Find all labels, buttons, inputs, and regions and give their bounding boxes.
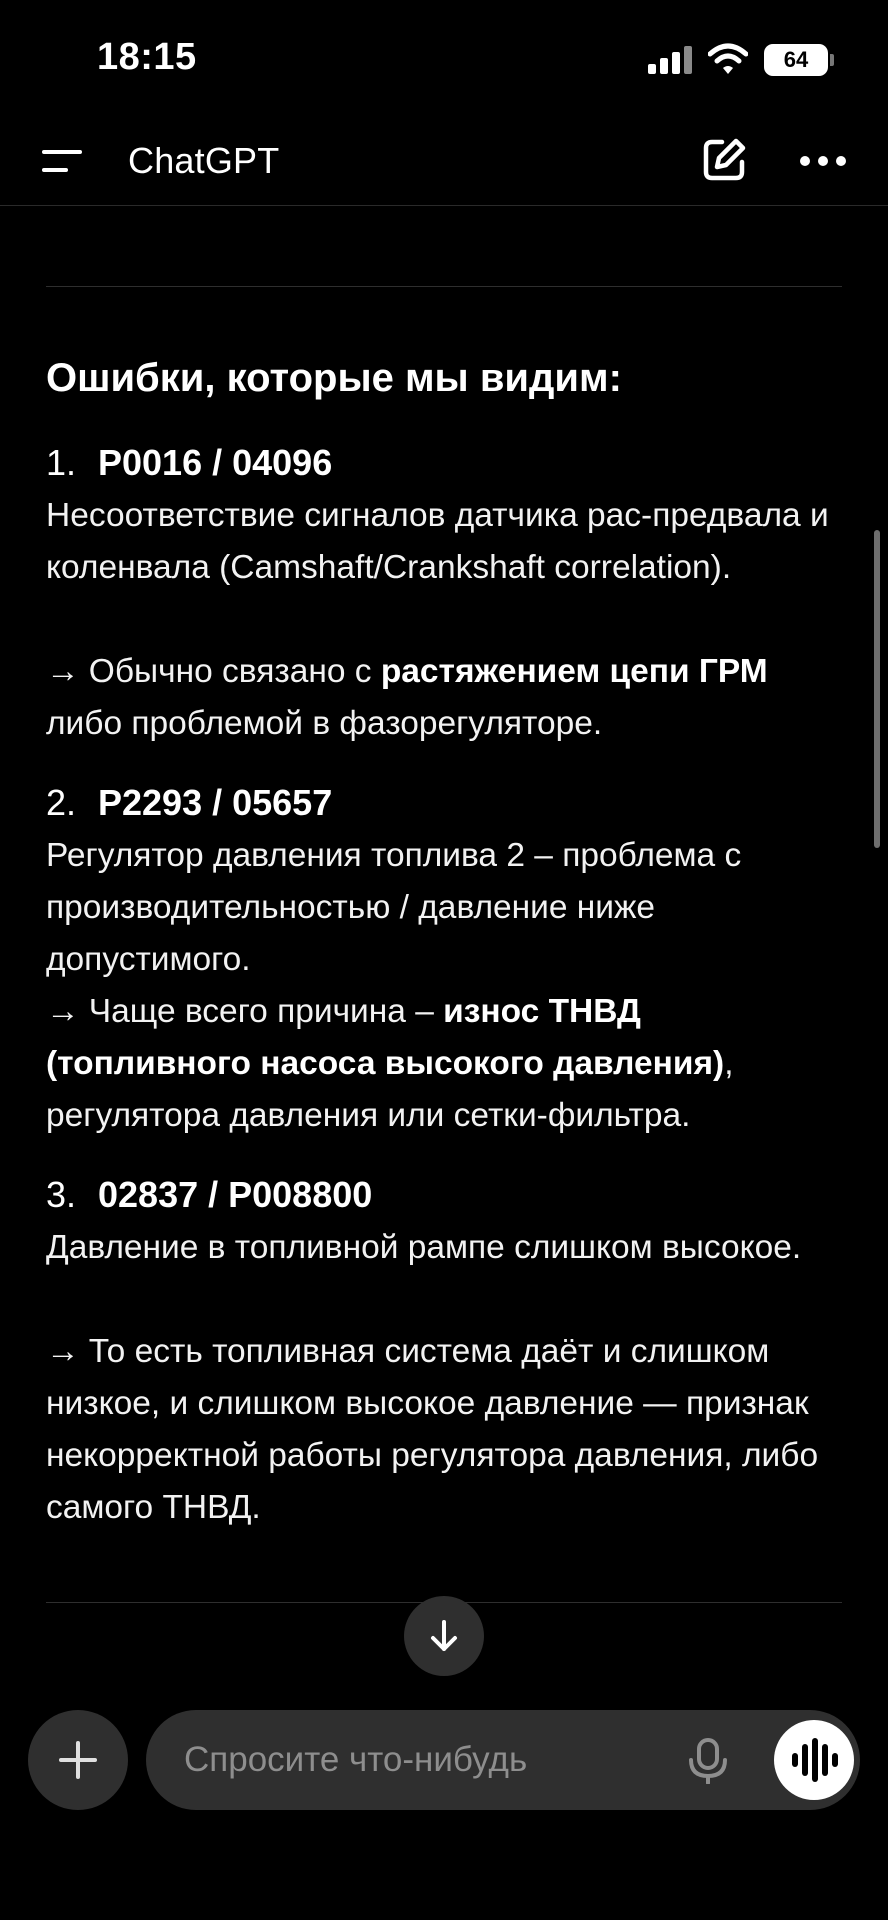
chat-message-area [0, 206, 888, 1686]
plus-icon [76, 1741, 80, 1779]
voice-wave-icon [822, 1744, 828, 1776]
error-note [46, 986, 846, 1142]
error-note [46, 1326, 846, 1534]
error-description: Регулятор давления топлива 2 – проблема с производительностью / давление ниже допустимого. [46, 837, 742, 978]
voice-wave-icon [802, 1744, 808, 1776]
menu-icon[interactable] [42, 145, 84, 181]
list-number: 3. [46, 1174, 77, 1215]
app-title: ChatGPT [128, 140, 280, 181]
microphone-icon[interactable] [688, 1738, 728, 1784]
more-options-icon[interactable] [800, 156, 846, 168]
composer-bar [0, 1688, 888, 1920]
error-item-header [46, 782, 332, 824]
voice-wave-icon [812, 1738, 818, 1782]
error-code: P2293 / 05657 [98, 782, 333, 823]
new-chat-icon[interactable] [700, 136, 748, 184]
section-title: Ошибки, которые мы видим: [46, 356, 622, 400]
voice-mode-button[interactable] [774, 1720, 854, 1800]
note-text: → То есть топливная система даёт и слишком низкое, и слишком высокое давление — признак некорректной работы регулятора давления, либо самого ТНВД. [46, 1333, 819, 1526]
voice-wave-icon [832, 1753, 838, 1767]
status-bar [0, 0, 888, 120]
note-text: либо проблемой в фазорегуляторе. [46, 705, 603, 742]
error-code: 02837 / P008800 [98, 1174, 373, 1215]
cellular-signal-icon [648, 46, 692, 74]
error-note [46, 646, 846, 750]
top-app-bar [0, 120, 888, 206]
voice-wave-icon [792, 1753, 798, 1767]
battery-icon: 64 [764, 44, 828, 76]
wifi-icon [708, 42, 748, 76]
error-item-header [46, 1174, 372, 1216]
error-description: Давление в топливной рампе слишком высокое. [46, 1229, 802, 1266]
error-item-header [46, 442, 332, 484]
message-input[interactable] [146, 1710, 860, 1810]
note-bold: износ ТНВД (топливного насоса высокого давления) [46, 993, 725, 1082]
battery-cap [830, 54, 834, 66]
list-number: 1. [46, 442, 77, 483]
note-bold: растяжением цепи ГРМ [380, 653, 768, 690]
error-code: P0016 / 04096 [98, 442, 333, 483]
arrow-down-icon [424, 1616, 464, 1656]
scrollbar[interactable] [874, 530, 880, 848]
note-text: → Чаще всего причина – [46, 993, 444, 1030]
add-attachment-button[interactable] [28, 1710, 128, 1810]
message-input-placeholder: Спросите что-нибудь [184, 1740, 528, 1779]
note-text: → Обычно связано с [46, 653, 381, 690]
note-text: , регулятора давления или сетки-фильтра. [46, 1045, 734, 1134]
error-description: Несоответствие сигналов датчика рас-предвала и коленвала (Camshaft/Crankshaft correlation). [46, 497, 829, 586]
divider [46, 286, 842, 287]
list-number: 2. [46, 782, 77, 823]
status-time: 18:15 [97, 36, 197, 78]
scroll-down-button[interactable] [404, 1596, 484, 1676]
